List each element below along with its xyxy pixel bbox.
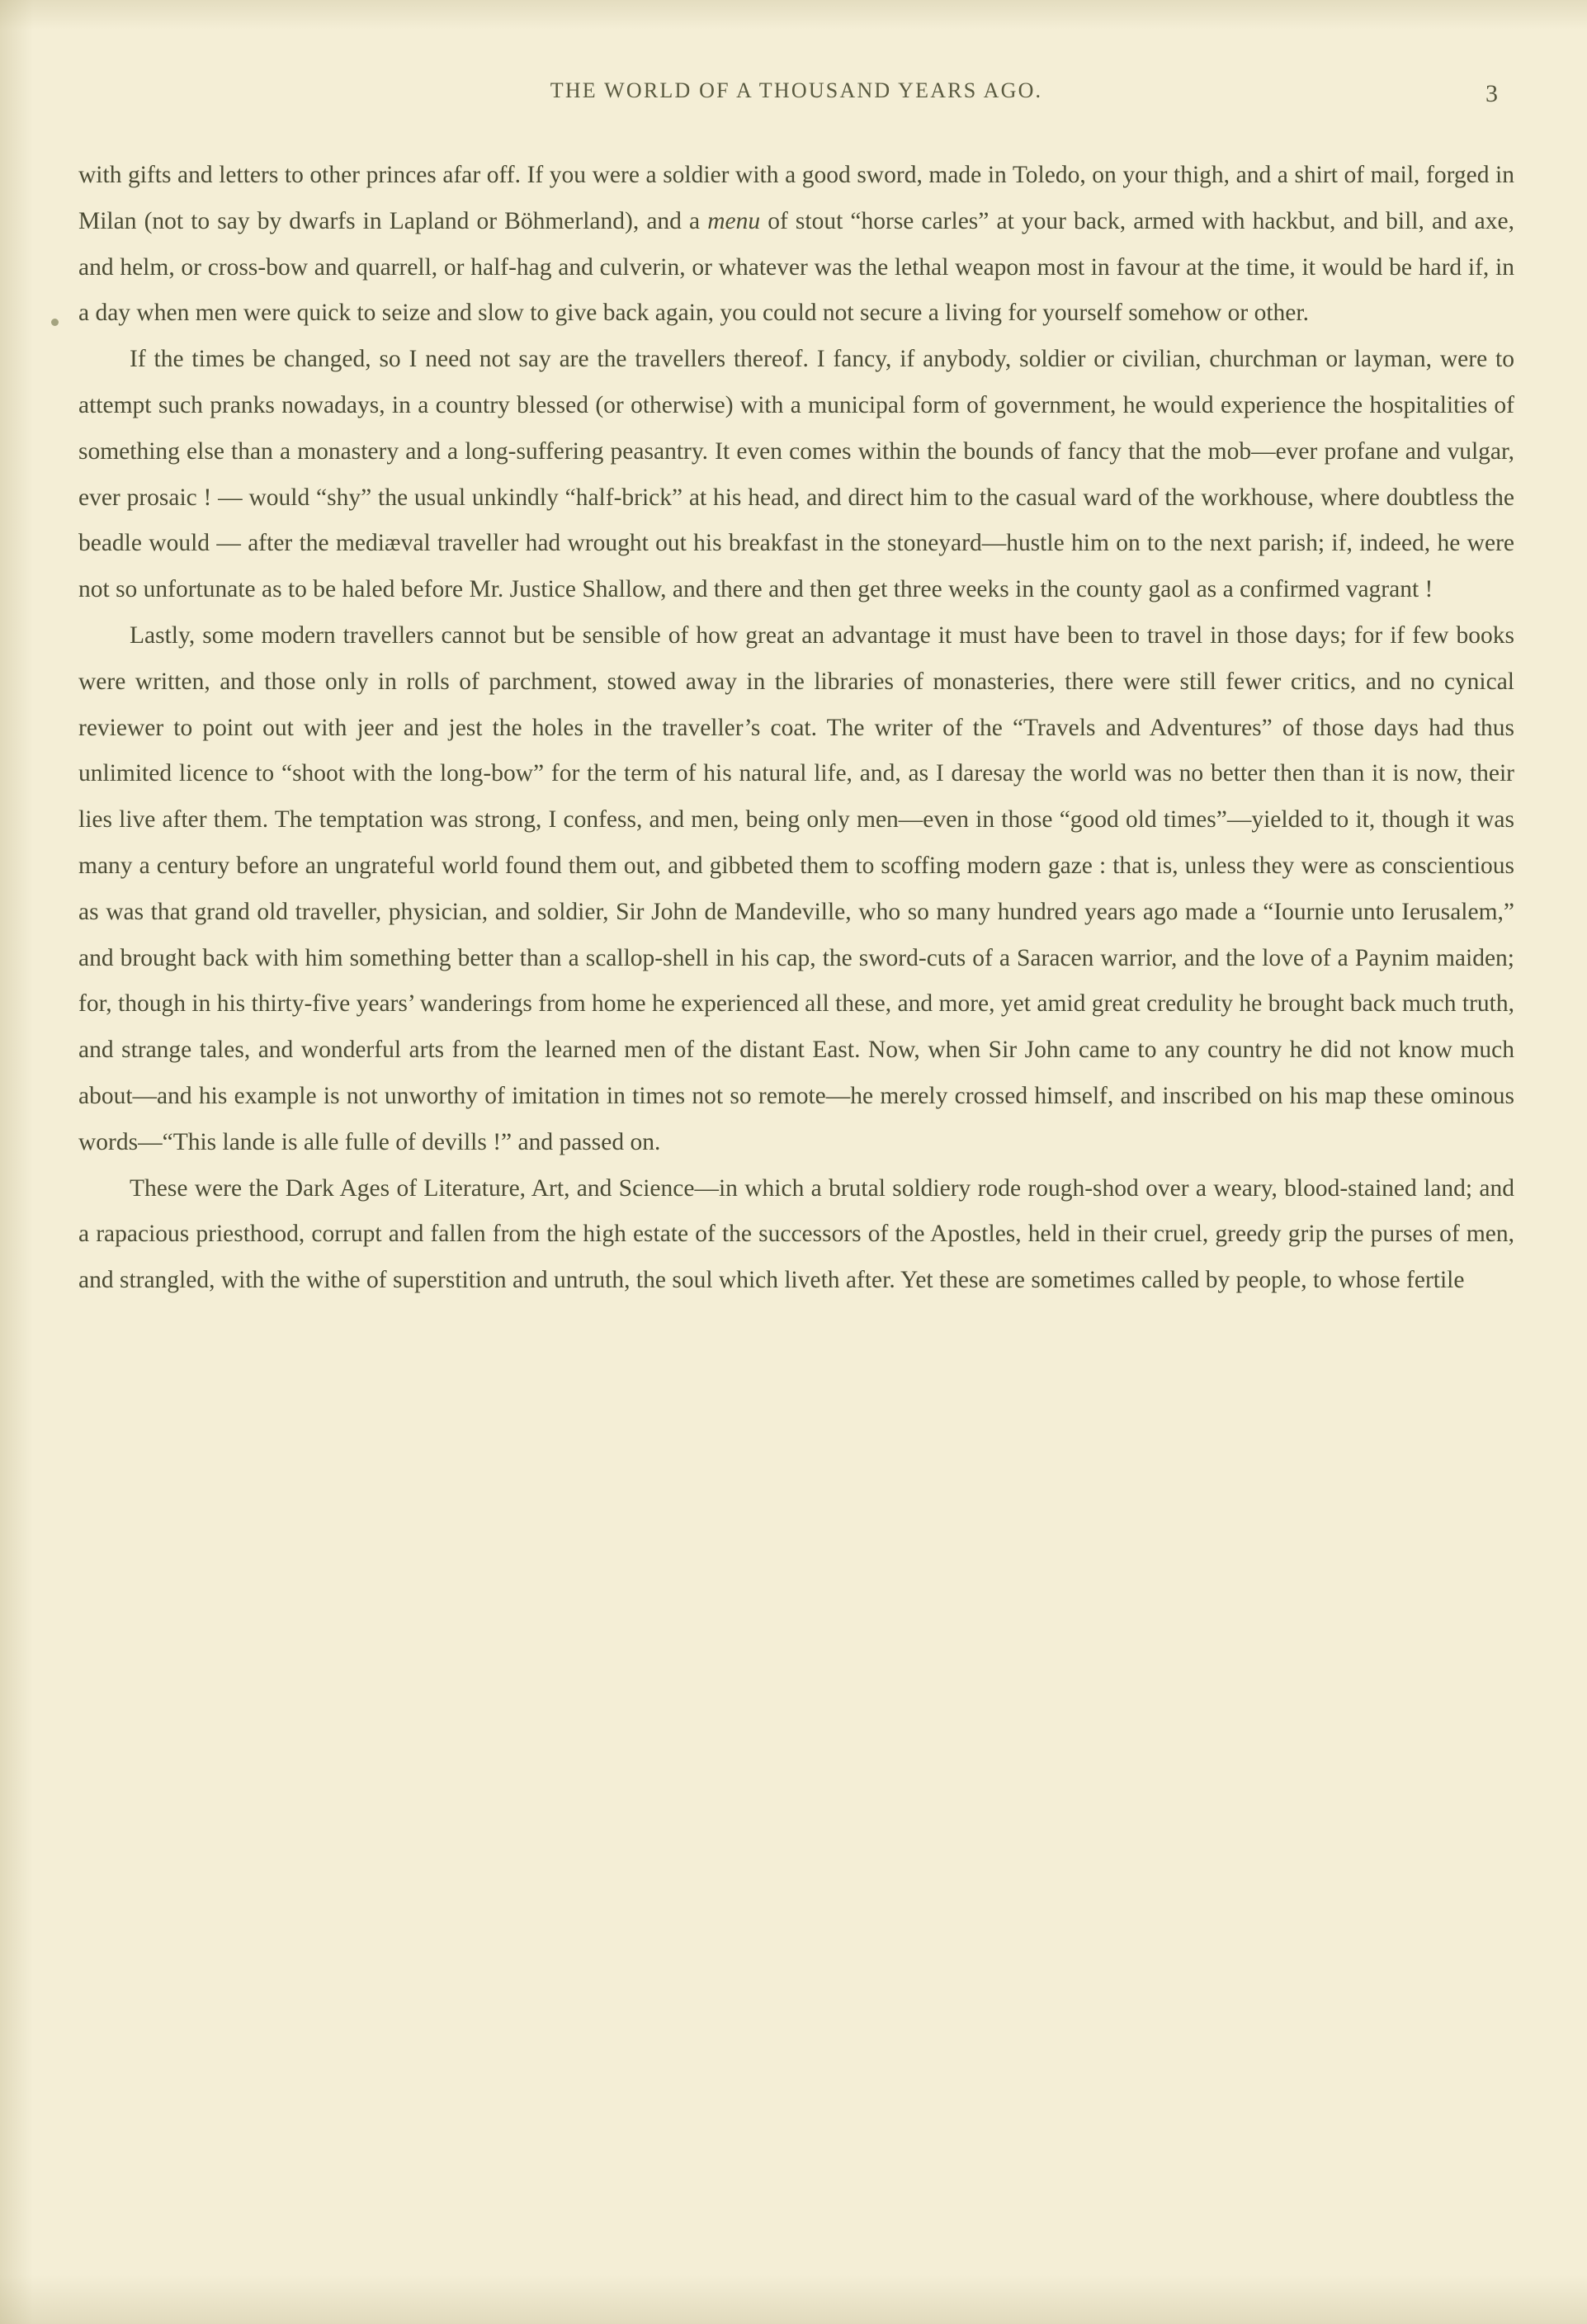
italic-word: menu — [707, 207, 761, 234]
stray-ink-mark — [51, 319, 59, 326]
page-content — [78, 78, 1514, 1304]
body-text — [78, 153, 1514, 1304]
page-edge-shading-left — [0, 0, 33, 2324]
page-edge-shading-bottom — [0, 2274, 1587, 2324]
page-edge-shading-top — [0, 0, 1587, 30]
page-number: 3 — [1485, 80, 1498, 107]
running-head-title: THE WORLD OF A THOUSAND YEARS AGO. — [550, 78, 1043, 102]
paragraph: If the times be changed, so I need not say are the travellers thereof. I fancy, if anybody, soldier or civilian, churchman or layman, were to attempt such pranks nowadays, in a country blessed (or otherwise) with a municipal form of government, he would experience the hospitalities of something else than a monastery and a long-suffering peasantry. It even comes within the bounds of fancy that the mob—ever profane and vulgar, ever prosaic ! — would “shy” the usual unkindly “half-brick” at his head, and direct him to the casual ward of the workhouse, where doubtless the beadle would — after the mediæval traveller had wrought out his breakfast in the stoneyard—hustle him on to the next parish; if, indeed, he were not so unfortunate as to be haled before Mr. Justice Shallow, and there and then get three weeks in the county gaol as a confirmed vagrant ! — [78, 346, 1514, 603]
paragraph: These were the Dark Ages of Literature, Art, and Science—in which a brutal soldiery rode rough-shod over a weary, blood-stained land; and a rapacious priesthood, corrupt and fallen from the high estate of the successors of the Apostles, held in their cruel, greedy grip the purses of men, and strangled, with the withe of superstition and untruth, the soul which liveth after. Yet these are sometimes called by people, to whose fertile — [78, 1174, 1514, 1294]
running-head — [78, 78, 1514, 128]
paragraph-continuation: with gifts and letters to other princes afar off. If you were a soldier with a good sword, made in Toledo, on your thigh, and a shirt of mail, forged in Milan (not to say by dwarfs in Lapland or Böhmerland), and a menu of stout “horse carles” at your back, armed with hackbut, and bill, and axe, and helm, or cross-bow and quarrell, or half-hag and culverin, or whatever was the lethal weapon most in favour at the time, it would be hard if, in a day when men were quick to seize and slow to give back again, you could not secure a living for yourself somehow or other. — [78, 162, 1514, 327]
paragraph: Lastly, some modern travellers cannot but be sensible of how great an advantage it must have been to travel in those days; for if few books were written, and those only in rolls of parchment, stowed away in the libraries of monasteries, there were still fewer critics, and no cynical reviewer to point out with jeer and jest the holes in the traveller’s coat. The writer of the “Travels and Adventures” of those days had thus unlimited licence to “shoot with the long-bow” for the term of his natural life, and, as I daresay the world was no better then than it is now, their lies live after them. The temptation was strong, I confess, and men, being only men—even in those “good old times”—yielded to it, though it was many a century before an ungrateful world found them out, and gibbeted them to scoffing modern gaze : that is, unless they were as conscientious as was that grand old traveller, physician, and soldier, Sir John de Mandeville, who so many hundred years ago made a “Iournie unto Ierusalem,” and brought back with him something better than a scallop-shell in his cap, the sword-cuts of a Saracen warrior, and the love of a Paynim maiden; for, though in his thirty-five years’ wanderings from home he experienced all these, and more, yet amid great credulity he brought back much truth, and strange tales, and wonderful arts from the learned men of the distant East. Now, when Sir John came to any country he did not know much about—and his example is not unworthy of imitation in times not so remote—he merely crossed himself, and inscribed on his map these ominous words—“This lande is alle fulle of devills !” and passed on. — [78, 621, 1514, 1155]
